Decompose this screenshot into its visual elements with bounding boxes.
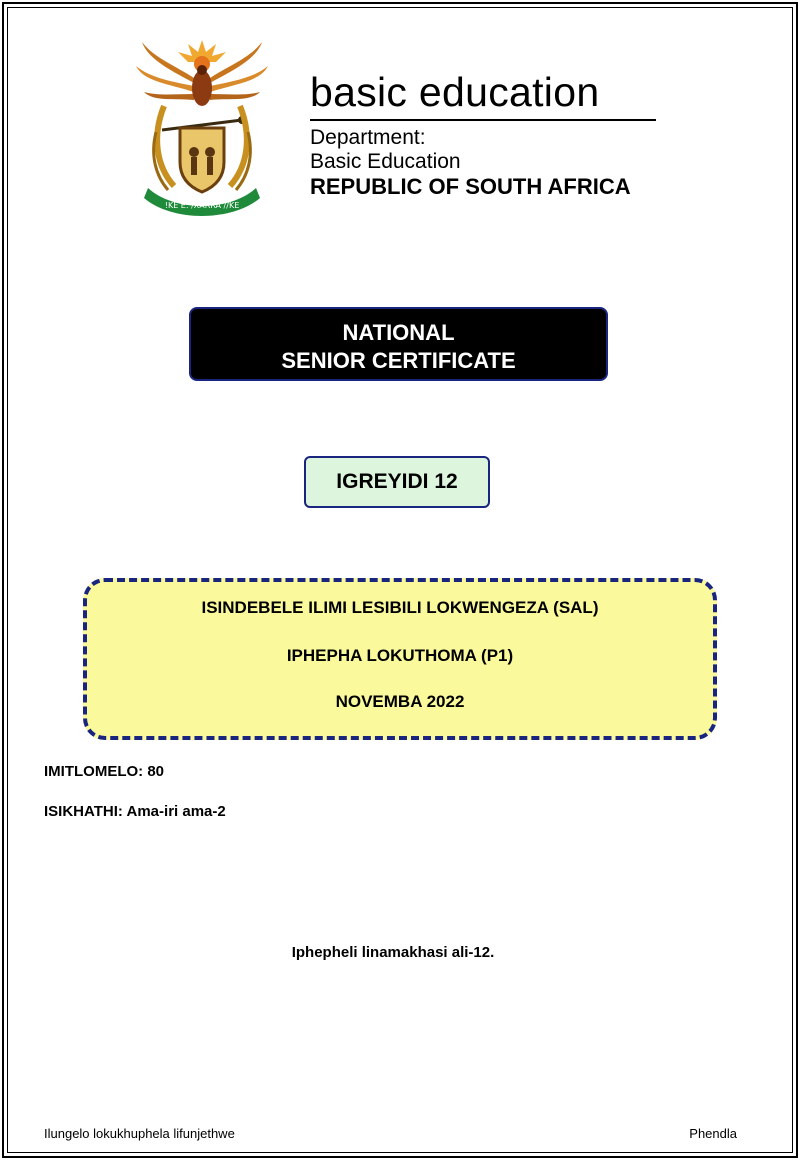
exam-date: NOVEMBA 2022	[335, 692, 465, 711]
marks-line: IMITLOMELO: 80	[44, 763, 164, 780]
brand-title: basic education	[310, 69, 600, 115]
brand-underline	[310, 119, 656, 121]
department-branding	[310, 68, 670, 200]
subject-panel	[83, 578, 717, 740]
certificate-line-2: SENIOR CERTIFICATE	[281, 348, 516, 373]
country-name: REPUBLIC OF SOUTH AFRICA	[310, 174, 631, 199]
department-name: Basic Education	[310, 150, 461, 173]
grade-badge: IGREYIDI 12	[304, 456, 490, 508]
paper-number: IPHEPHA LOKUTHOMA (P1)	[286, 646, 514, 665]
certificate-line-1: NATIONAL	[342, 320, 455, 345]
emblem-motto: !KE E: /XARRA //KE	[164, 201, 240, 210]
time-line	[44, 803, 226, 820]
certificate-banner	[189, 307, 608, 381]
time-value: Ama-iri ama-2	[126, 803, 226, 820]
department-label: Department:	[310, 126, 426, 149]
turn-over-label: Phendla	[689, 1126, 737, 1141]
time-label: ISIKHATHI:	[44, 803, 123, 820]
subject-name: ISINDEBELE ILIMI LESIBILI LOKWENGEZA (SAL)	[201, 598, 599, 617]
copyright-notice: Ilungelo lokukhuphela lifunjethwe	[44, 1126, 235, 1141]
coat-of-arms-emblem	[134, 36, 270, 216]
page-count-note: Iphepheli linamakhasi ali-12.	[291, 944, 495, 961]
